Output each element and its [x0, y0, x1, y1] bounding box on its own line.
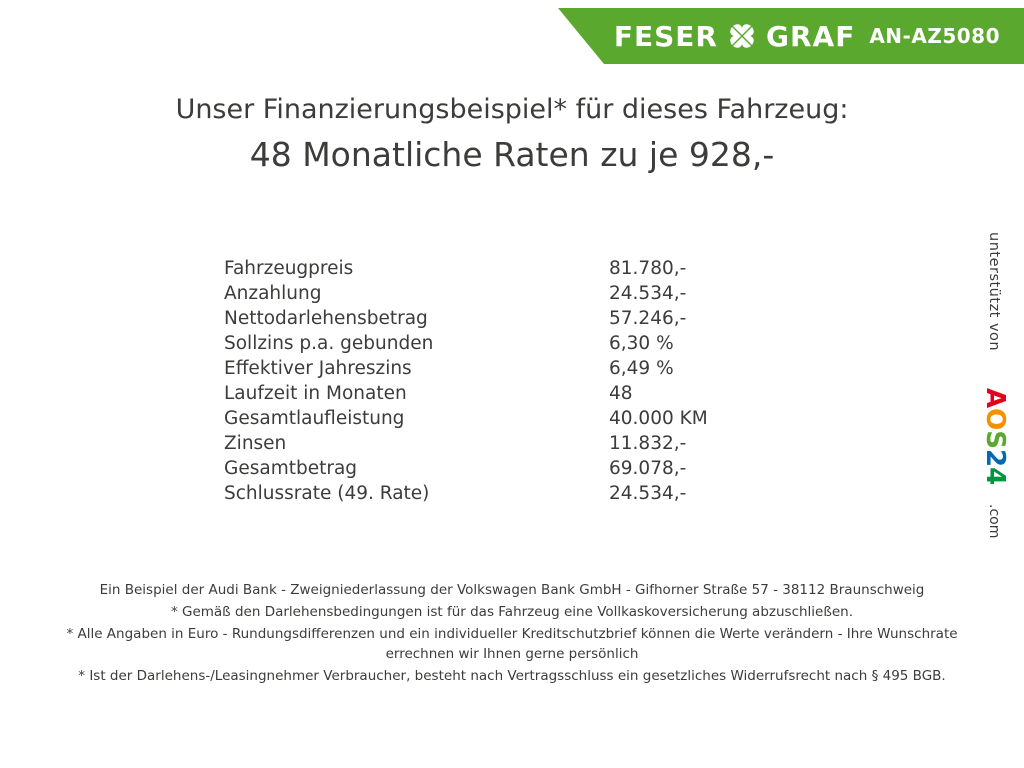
detail-value: 24.534,- [609, 283, 687, 304]
vehicle-code: AN-AZ5080 [869, 24, 1000, 48]
table-row [224, 356, 764, 381]
brand-name-second: GRAF [765, 19, 856, 53]
aos24-logo-letter: 4 [980, 467, 1010, 486]
detail-value: 81.780,- [609, 258, 687, 279]
footer-line-bank: Ein Beispiel der Audi Bank - Zweigniederlassung der Volkswagen Bank GmbH - Gifhorner Straße 57 - 38112 Braunschweig [99, 582, 925, 598]
legal-footer [48, 580, 976, 688]
header-banner [0, 8, 1024, 64]
detail-label: Schlussrate (49. Rate) [224, 483, 430, 504]
sponsor-domain: .com [986, 504, 1002, 539]
brand-name-first: FESER [613, 19, 718, 53]
detail-label: Effektiver Jahreszins [224, 358, 412, 379]
clover-mark-icon [728, 22, 756, 50]
detail-label: Zinsen [224, 433, 287, 454]
detail-value: 48 [609, 383, 633, 404]
detail-value: 6,49 % [609, 358, 674, 379]
aos24-logo-letter: A [980, 388, 1010, 409]
table-row [224, 256, 764, 281]
detail-value: 24.534,- [609, 483, 687, 504]
header-green-panel [604, 8, 1024, 64]
detail-label: Anzahlung [224, 283, 322, 304]
page-subtitle: 48 Monatliche Raten zu je 928,- [249, 135, 775, 174]
detail-label: Gesamtlaufleistung [224, 408, 405, 429]
financing-details-table [224, 256, 764, 506]
footer-line-currency: * Alle Angaben in Euro - Rundungsdifferenzen und ein individueller Kreditschutzbrief können die Werte verändern - Ihre Wunschrate errechnen wir Ihnen gerne persönlich [66, 626, 958, 662]
sponsor-caption: unterstützt von [986, 232, 1002, 352]
detail-label: Fahrzeugpreis [224, 258, 354, 279]
table-row [224, 406, 764, 431]
detail-label: Sollzins p.a. gebunden [224, 333, 434, 354]
table-row [224, 306, 764, 331]
aos24-logo [980, 388, 1010, 485]
detail-value: 69.078,- [609, 458, 687, 479]
page-title: Unser Finanzierungsbeispiel* für dieses Fahrzeug: [175, 94, 849, 125]
detail-value: 6,30 % [609, 333, 674, 354]
footer-line-insurance: * Gemäß den Darlehensbedingungen ist für das Fahrzeug eine Vollkaskoversicherung abzuschließen. [170, 604, 854, 620]
table-row [224, 481, 764, 506]
footer-line-withdrawal: * Ist der Darlehens-/Leasingnehmer Verbraucher, besteht nach Vertragsschluss ein gesetzliches Widerrufsrecht nach § 495 BGB. [78, 668, 946, 684]
brand-lockup [614, 20, 1000, 53]
detail-label: Laufzeit in Monaten [224, 383, 407, 404]
detail-value: 11.832,- [609, 433, 687, 454]
aos24-logo-letter: 2 [980, 448, 1010, 468]
aos24-logo-letter: O [980, 408, 1010, 431]
table-row [224, 331, 764, 356]
table-row [224, 431, 764, 456]
detail-value: 40.000 KM [609, 408, 708, 429]
table-row [224, 281, 764, 306]
detail-value: 57.246,- [609, 308, 687, 329]
table-row [224, 381, 764, 406]
table-row [224, 456, 764, 481]
aos24-logo-letter: S [980, 430, 1010, 449]
detail-label: Gesamtbetrag [224, 458, 358, 479]
title-block [0, 94, 1024, 174]
detail-label: Nettodarlehensbetrag [224, 308, 428, 329]
sponsor-sidebar [978, 232, 1018, 552]
